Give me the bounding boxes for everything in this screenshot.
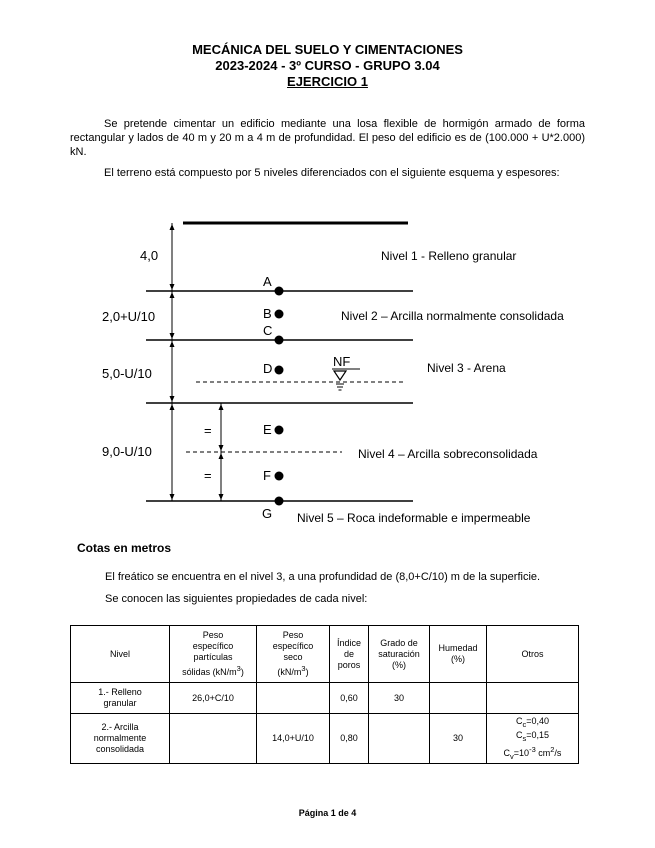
- cell-grado-saturacion: [369, 714, 430, 764]
- exercise-title: EJERCICIO 1: [287, 74, 368, 89]
- point-marker-f: [275, 472, 284, 481]
- header-grado-saturacion: Grado de saturación (%): [369, 626, 430, 683]
- table-row: [71, 714, 579, 764]
- point-label-g: G: [262, 506, 273, 521]
- water-table-icon: [334, 371, 346, 390]
- cell-humedad: 30: [430, 714, 487, 764]
- header-peso-seco: Peso específico seco $(kN/m^3)$: [257, 626, 330, 683]
- cell-peso-particulas: [170, 714, 257, 764]
- intro-paragraph: Se pretende cimentar un edificio mediante una losa flexible de hormigón armado de forma rectangular y lados de 40 m y 20 m a 4 m de profundidad. El peso del edificio es de (100.000 + U*2.000) kN.: [70, 118, 585, 158]
- table-row: [71, 683, 579, 714]
- soil-properties-table: [70, 625, 579, 764]
- point-marker-e: [275, 426, 284, 435]
- header-humedad: Humedad (%): [430, 626, 487, 683]
- header-peso-particulas: Peso específico partículas sólidas $(kN/m^3)$: [170, 626, 257, 683]
- nf-label: NF: [333, 354, 351, 369]
- point-marker-d: [275, 366, 284, 375]
- thickness-label-4: 9,0-U/10: [102, 444, 152, 459]
- thickness-label-1: 4,0: [140, 248, 159, 263]
- point-label-e: E: [263, 422, 272, 437]
- soil-profile-diagram: [0, 195, 655, 535]
- point-marker-g: [275, 497, 284, 506]
- point-label-f: F: [263, 468, 271, 483]
- point-label-b: B: [263, 306, 272, 321]
- cell-peso-seco: [257, 683, 330, 714]
- point-label-d: D: [263, 361, 273, 376]
- equal-sign-lower: =: [204, 468, 212, 483]
- header-indice-poros: Índice de poros: [330, 626, 369, 683]
- point-marker-c: [275, 336, 284, 345]
- equal-sign-upper: =: [204, 423, 212, 438]
- page-footer: Página 1 de 4: [298, 808, 357, 818]
- cell-peso-particulas: 26,0+C/10: [170, 683, 257, 714]
- doc-subtitle: 2023-2024 - 3º CURSO - GRUPO 3.04: [215, 58, 440, 73]
- cell-otros: $C_c=0,40$ $C_s=0,15$ $C_v=10^{-3}$ $cm^2/s$: [487, 714, 579, 764]
- level-label-3: Nivel 3 - Arena: [427, 361, 506, 375]
- table-header-row: [71, 626, 579, 683]
- cell-indice-poros: 0,60: [330, 683, 369, 714]
- cell-humedad: [430, 683, 487, 714]
- header-nivel: Nivel: [71, 626, 170, 683]
- thickness-label-2: 2,0+U/10: [102, 309, 156, 324]
- point-label-c: C: [263, 323, 273, 338]
- properties-paragraph: Se conocen las siguientes propiedades de cada nivel:: [105, 593, 368, 605]
- thickness-label-3: 5,0-U/10: [102, 366, 152, 381]
- doc-title: MECÁNICA DEL SUELO Y CIMENTACIONES: [192, 42, 463, 57]
- cell-peso-seco: 14,0+U/10: [257, 714, 330, 764]
- units-note: Cotas en metros: [77, 541, 172, 555]
- point-label-a: A: [263, 274, 272, 289]
- level-label-4: Nivel 4 – Arcilla sobreconsolidada: [358, 447, 538, 461]
- level-label-5: Nivel 5 – Roca indeformable e impermeable: [297, 511, 531, 525]
- terrain-paragraph: El terreno está compuesto por 5 niveles diferenciados con el siguiente esquema y espesores:: [104, 167, 560, 179]
- level-label-1: Nivel 1 - Relleno granular: [381, 249, 517, 263]
- level-label-2: Nivel 2 – Arcilla normalmente consolidada: [341, 309, 564, 323]
- header-otros: Otros: [487, 626, 579, 683]
- cell-nivel: 1.- Relleno granular: [71, 683, 170, 714]
- cell-nivel: 2.- Arcilla normalmente consolidada: [71, 714, 170, 764]
- cell-otros: [487, 683, 579, 714]
- cell-indice-poros: 0,80: [330, 714, 369, 764]
- point-marker-b: [275, 310, 284, 319]
- water-table-paragraph: El freático se encuentra en el nivel 3, a una profundidad de (8,0+C/10) m de la superficie.: [105, 571, 541, 583]
- point-marker-a: [275, 287, 284, 296]
- cell-grado-saturacion: 30: [369, 683, 430, 714]
